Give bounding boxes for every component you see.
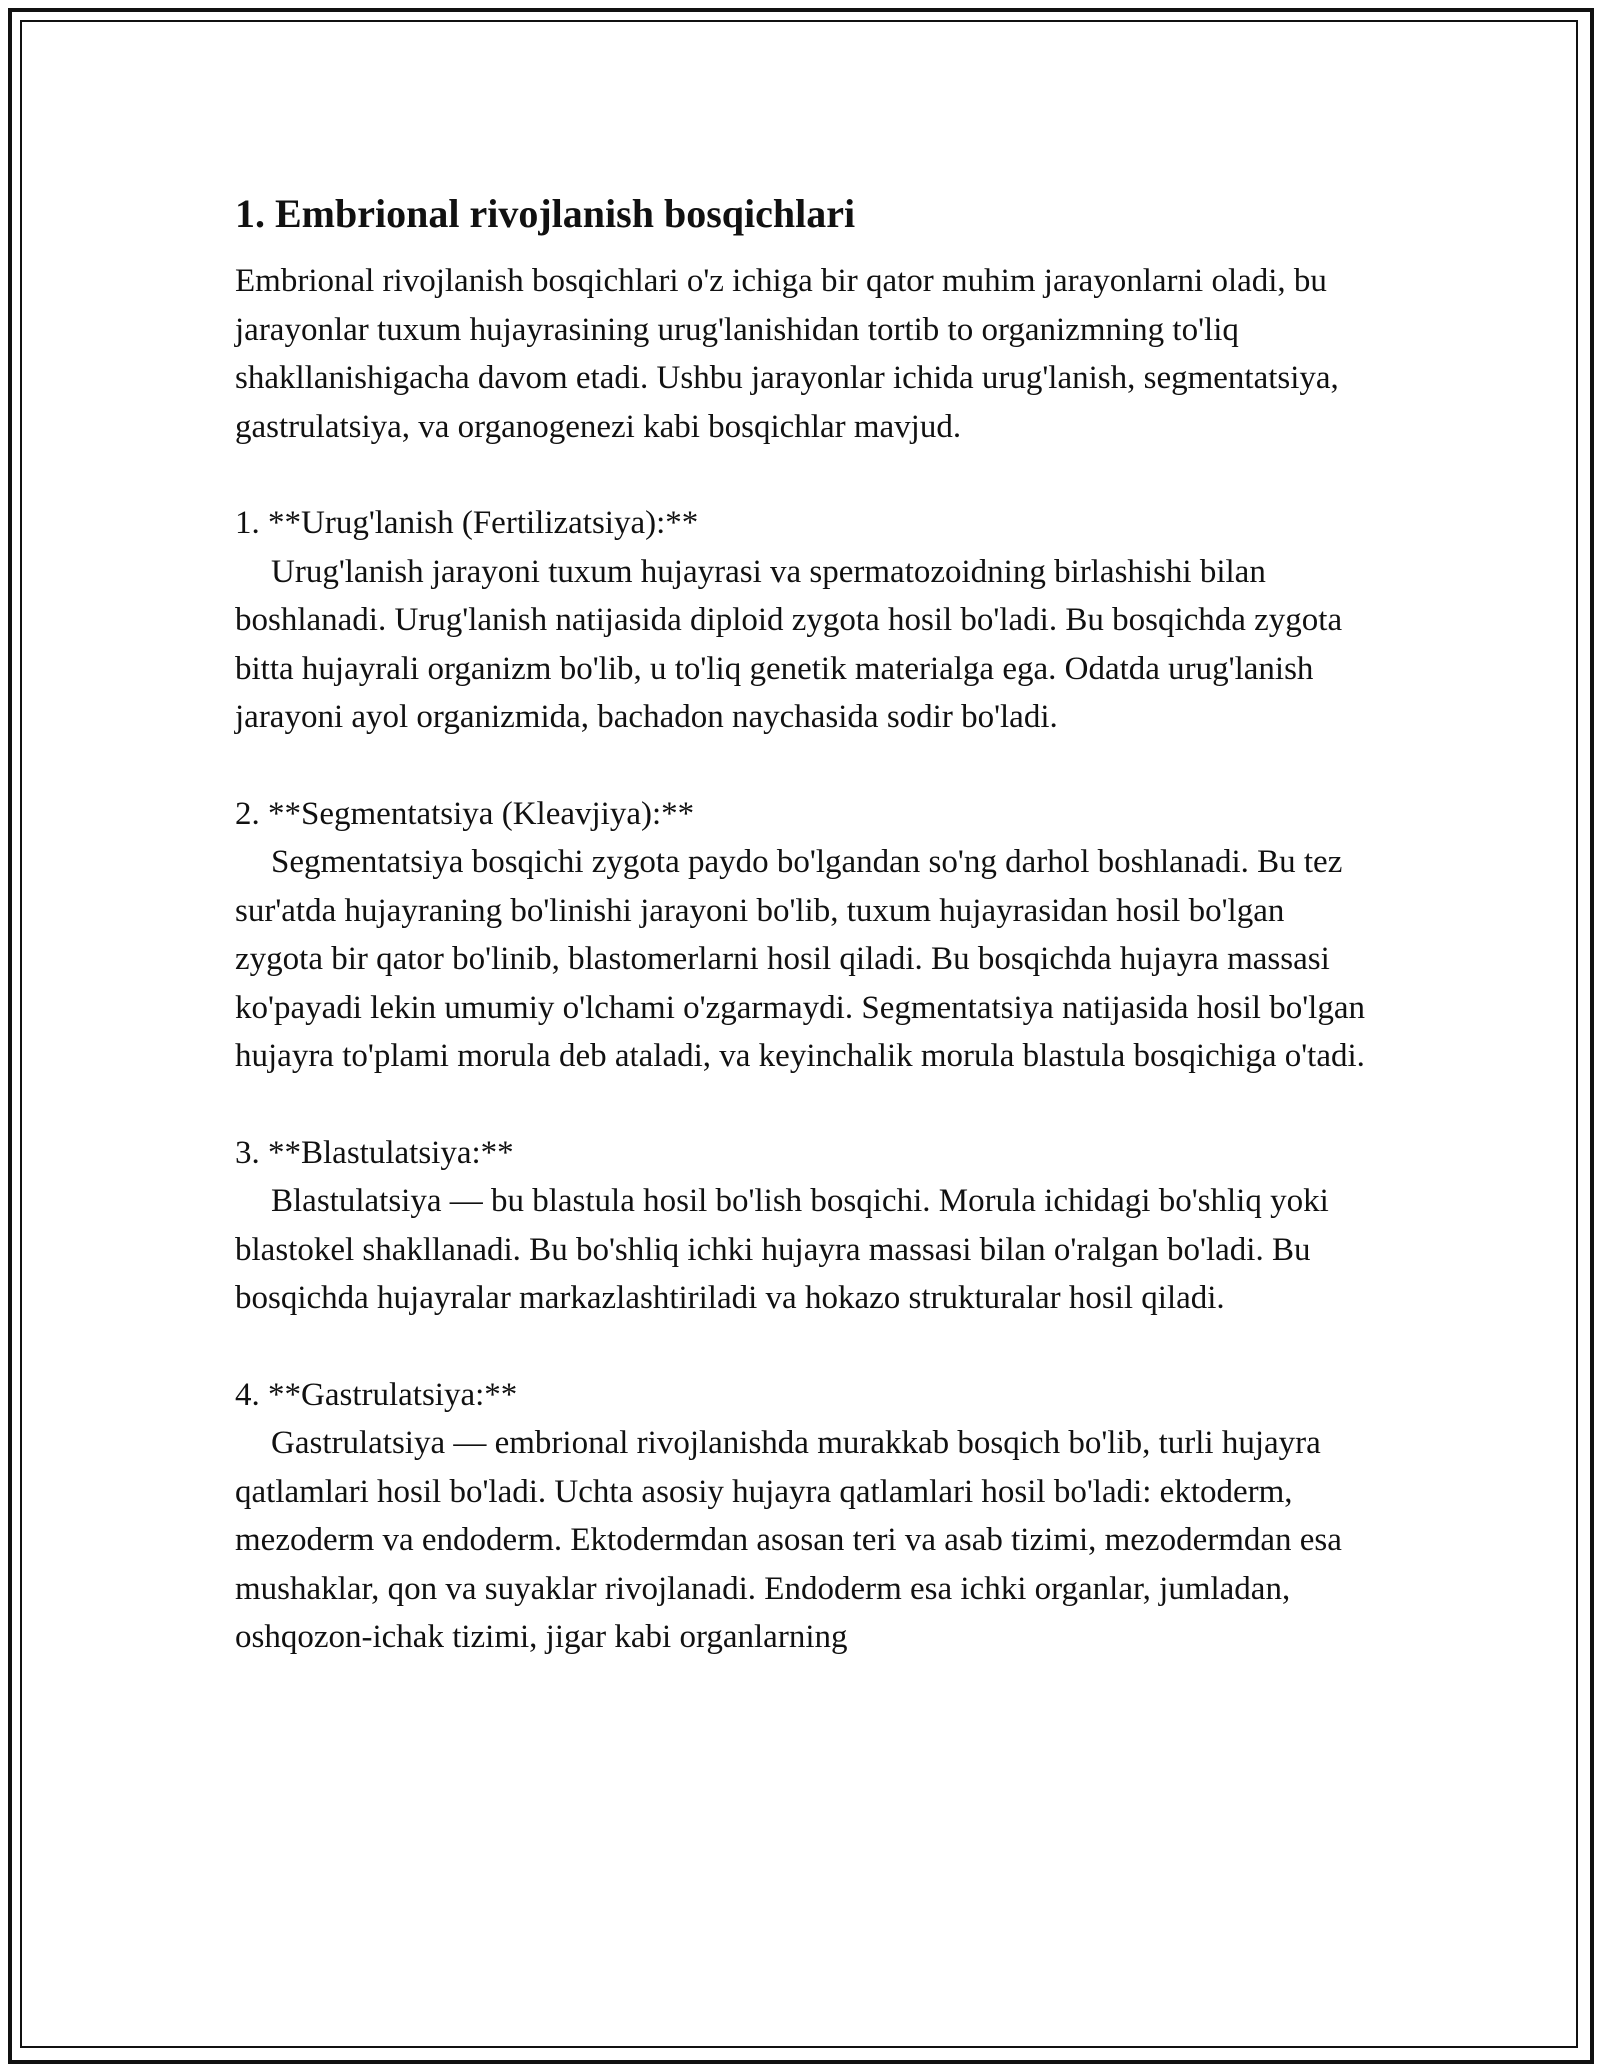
stage-description: Segmentatsiya bosqichi zygota paydo bo'lgandan so'ng darhol boshlanadi. Bu tez sur'atda hujayraning bo'linishi jarayoni bo'lib, tuxum hujayrasidan hosil bo'lgan zygota bir qator bo'linib, blastomerlarni hosil qiladi. Bu bosqichda hujayra massasi ko'payadi lekin umumiy o'lchami o'zgarmaydi. Segmentatsiya natijasida hosil bo'lgan hujayra to'plami morula deb ataladi, va keyinchalik morula blastula bosqichiga o'tadi. xyxy=(235,844,1365,1074)
intro-paragraph: Embrional rivojlanish bosqichlari o'z ichiga bir qator muhim jarayonlarni oladi, bu jarayonlar tuxum hujayrasining urug'lanishidan tortib to organizmning to'liq shakllanishigacha davom etadi. Ushbu jarayonlar ichida urug'lanish, segmentatsiya, gastrulatsiya, va organogenezi kabi bosqichlar mavjud. xyxy=(235,263,1339,445)
stage-description: Urug'lanish jarayoni tuxum hujayrasi va spermatozoidning birlashishi bilan boshlanadi. Urug'lanish natijasida diploid zygota hosil bo'ladi. Bu bosqichda zygota bitta hujayrali organizm bo'lib, u to'liq genetik materialga ega. Odatda urug'lanish jarayoni ayol organizmida, bachadon naychasida sodir bo'ladi. xyxy=(235,553,1343,735)
stage-description: Blastulatsiya — bu blastula hosil bo'lish bosqichi. Morula ichidagi bo'shliq yoki blastokel shakllanadi. Bu bo'shliq ichki hujayra massasi bilan o'ralgan bo'ladi. Bu bosqichda hujayralar markazlashtiriladi va hokazo strukturalar hosil qiladi. xyxy=(235,1183,1329,1316)
stage-blastulation xyxy=(235,1129,1375,1323)
stage-segmentation xyxy=(235,790,1375,1081)
stage-title: 4. **Gastrulatsiya:** xyxy=(235,1376,518,1413)
stage-description: Gastrulatsiya — embrional rivojlanishda murakkab bosqich bo'lib, turli hujayra qatlamlari hosil bo'ladi. Uchta asosiy hujayra qatlamlari hosil bo'ladi: ektoderm, mezoderm va endoderm. Ektodermdan asosan teri va asab tizimi, mezodermdan esa mushaklar, qon va suyaklar rivojlanadi. Endoderm esa ichki organlar, jumladan, oshqozon-ichak tizimi, jigar kabi organlarning xyxy=(235,1425,1342,1655)
stage-fertilization xyxy=(235,499,1375,742)
section-heading: 1. Embrional rivojlanish bosqichlari xyxy=(235,191,856,236)
stage-gastrulation xyxy=(235,1371,1375,1662)
stage-title: 1. **Urug'lanish (Fertilizatsiya):** xyxy=(235,505,699,541)
document-page xyxy=(235,185,1375,1710)
stage-title: 2. **Segmentatsiya (Kleavjiya):** xyxy=(235,795,695,832)
stage-title: 3. **Blastulatsiya:** xyxy=(235,1134,514,1171)
